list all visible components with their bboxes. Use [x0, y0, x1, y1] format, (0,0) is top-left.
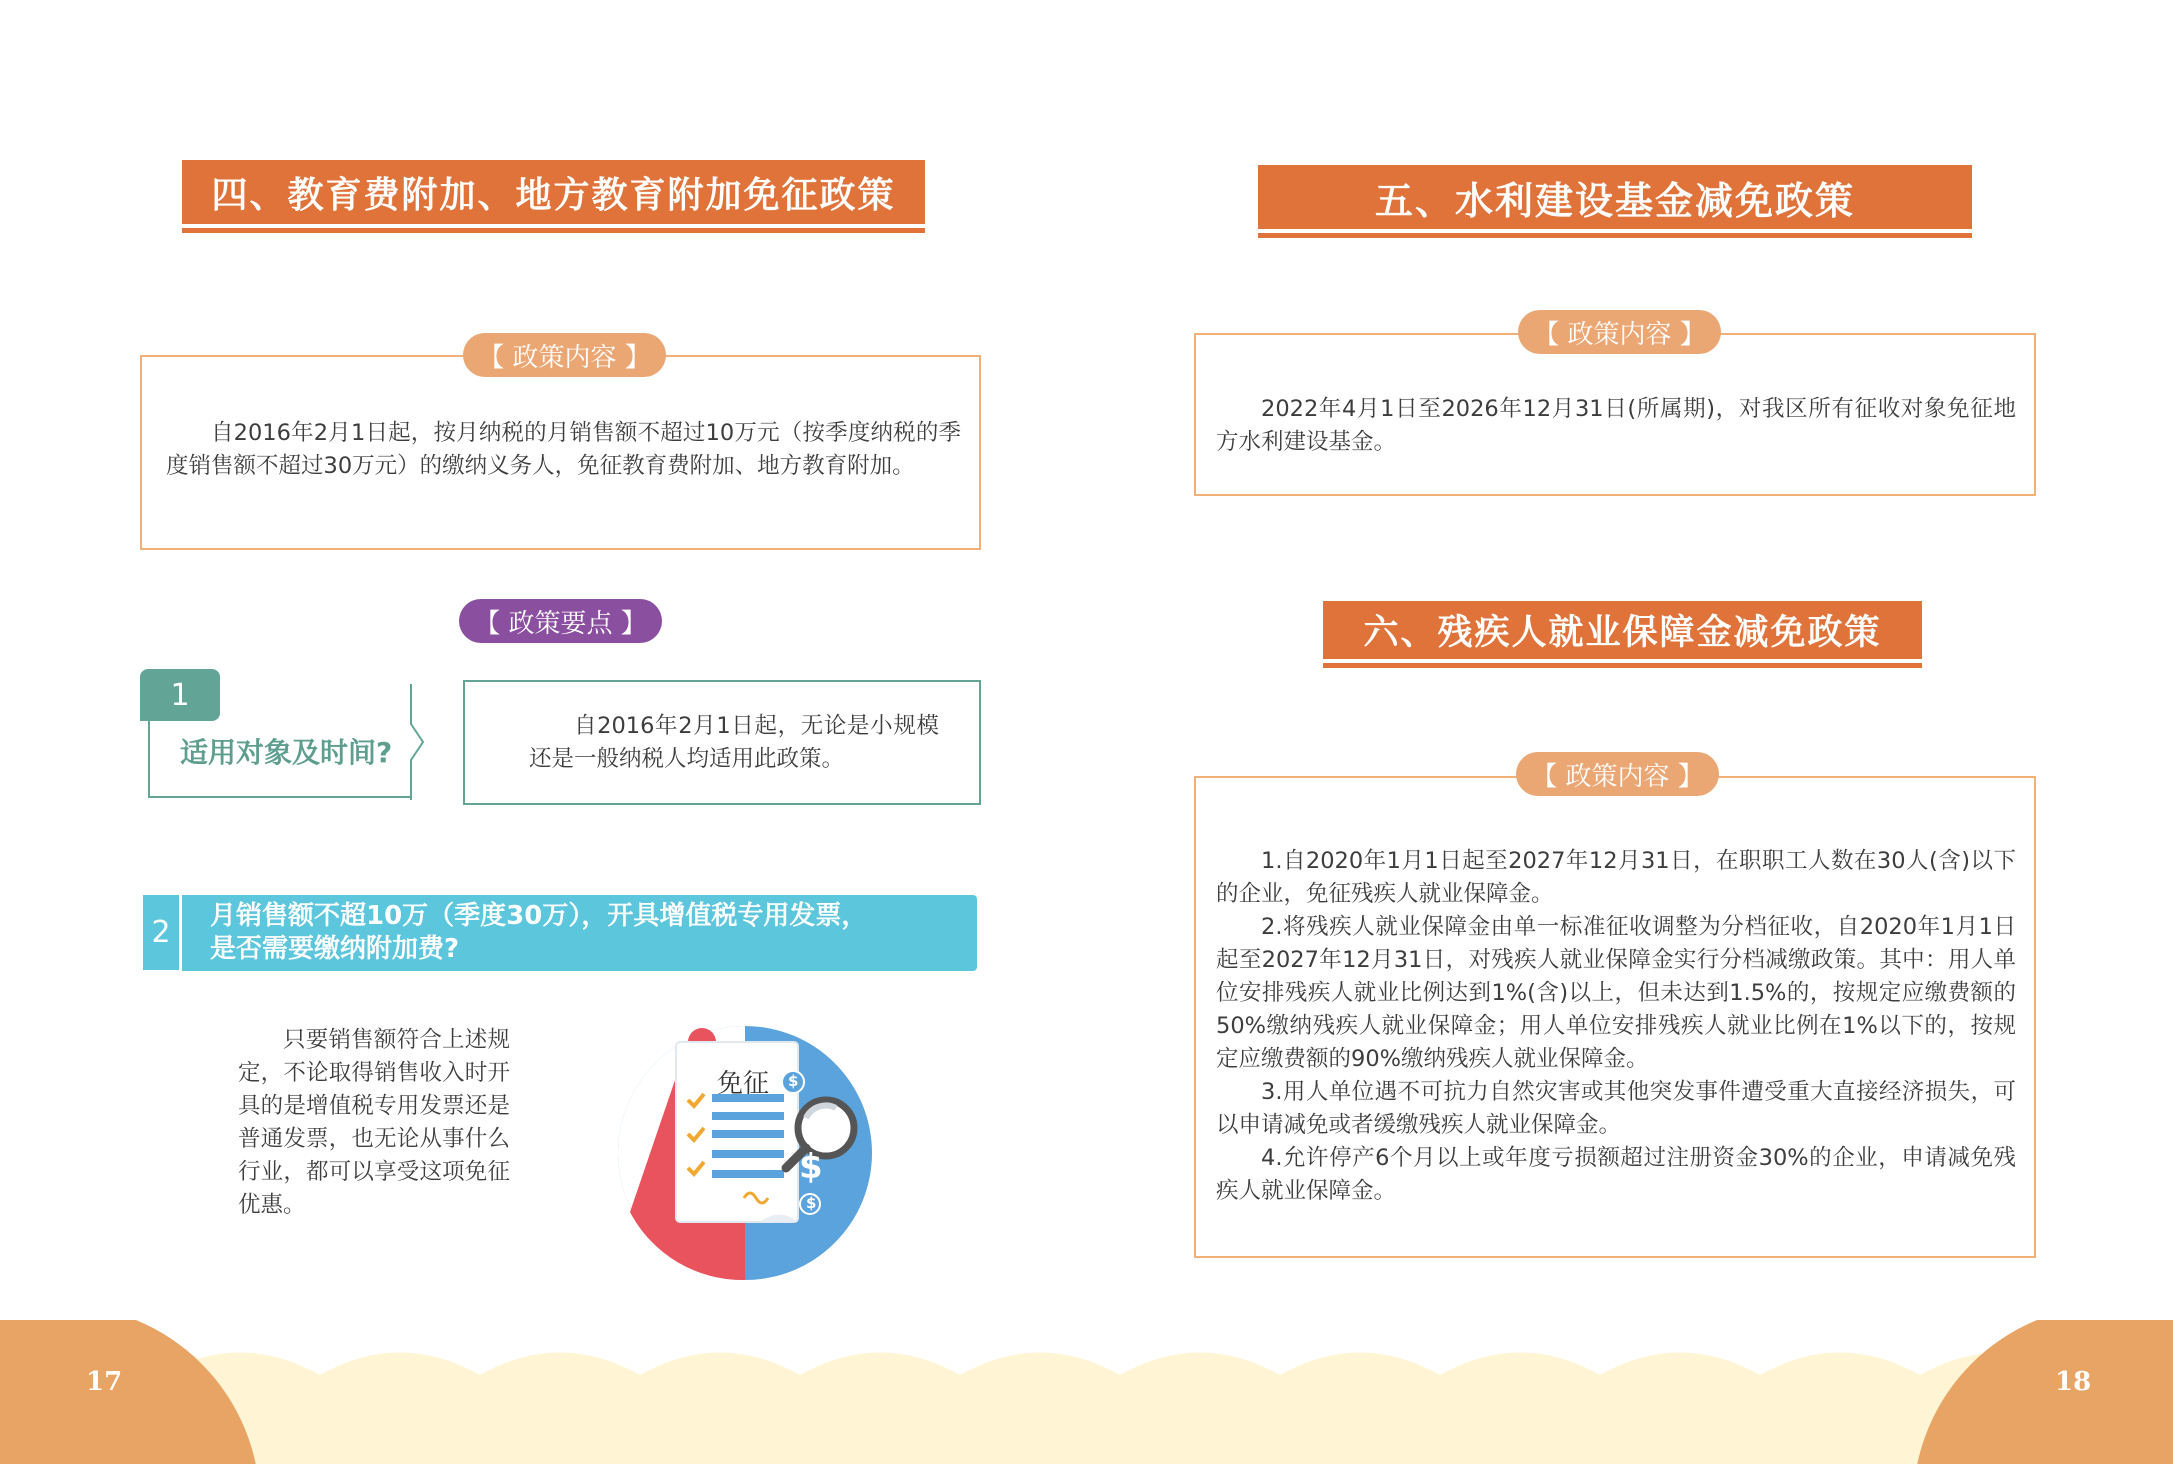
tax-exemption-illustration — [610, 1022, 880, 1284]
q1-number-badge: 1 — [140, 669, 220, 721]
section6-policy-content-label: 【 政策内容 】 — [1516, 752, 1719, 796]
page-number-right: 18 — [2055, 1367, 2092, 1397]
section6-title: 六、残疾人就业保障金减免政策 — [1323, 601, 1922, 663]
policy-content-box-section6 — [1194, 776, 2036, 1258]
policy-content-text: 自2016年2月1日起，按月纳税的月销售额不超过10万元（按季度纳税的季度销售额不超过30万元）的缴纳义务人，免征教育费附加、地方教育附加。 — [166, 420, 961, 479]
section5-title: 五、水利建设基金减免政策 — [1258, 165, 1972, 233]
q1-answer-box — [463, 680, 981, 805]
q2-question: 月销售额不超10万（季度30万），开具增值税专用发票， 是否需要缴纳附加费? — [210, 901, 868, 964]
section6-text: 1.自2020年1月1日起至2027年12月31日，在职职工人数在30人(含)以下的企业，免征残疾人就业保障金。 2.将残疾人就业保障金由单一标准征收调整为分档征收，自2020年1月1日起至2027年12月31日，对残疾人就业保障金实行分档减缴政策。其中：用人单位安排残疾人就业比例达到1%(含)以上，但未达到1.5%的，按规定应缴费额的50%缴纳残疾人就业保障金；用人单位安排残疾人就业比例在1%以下的，按规定应缴费额的90%缴纳残疾人就业保障金。 3.用人单位遇不可抗力自然灾害或其他突发事件遭受重大直接经济损失，可以申请减免或者缓缴残疾人就业保障金。 4.允许停产6个月以上或年度亏损额超过注册资金30%的企业，申请减免残疾人就业保障金。 — [1216, 848, 2016, 1204]
policy-content-box-left — [140, 355, 981, 550]
q2-answer-text: 只要销售额符合上述规定，不论取得销售收入时开具的是增值税专用发票还是普通发票，也无论从事什么行业，都可以享受这项免征优惠。 — [238, 1027, 510, 1218]
section5-policy-content-label: 【 政策内容 】 — [1518, 310, 1721, 354]
policy-content-box-section5 — [1194, 333, 2036, 496]
dollar-icon: $ — [799, 1147, 823, 1187]
section5-text: 2022年4月1日至2026年12月31日(所属期)，对我区所有征收对象免征地方水利建设基金。 — [1216, 396, 2016, 455]
page-number-left: 17 — [86, 1367, 123, 1397]
q2-number-badge: 2 — [140, 895, 182, 973]
q1-arrow — [400, 684, 426, 800]
q1-answer-text: 自2016年2月1日起，无论是小规模还是一般纳税人均适用此政策。 — [529, 713, 939, 772]
policy-content-label: 【 政策内容 】 — [463, 333, 666, 377]
policy-points-label: 【 政策要点 】 — [459, 599, 662, 643]
section4-title: 四、教育费附加、地方教育附加免征政策 — [182, 160, 925, 228]
bottom-cloud-decoration — [0, 1320, 2173, 1464]
dollar-icon: $ — [806, 1194, 817, 1212]
exempt-label: 免征 — [717, 1069, 770, 1099]
dollar-icon: $ — [788, 1072, 799, 1090]
q1-question: 适用对象及时间? — [180, 736, 393, 769]
